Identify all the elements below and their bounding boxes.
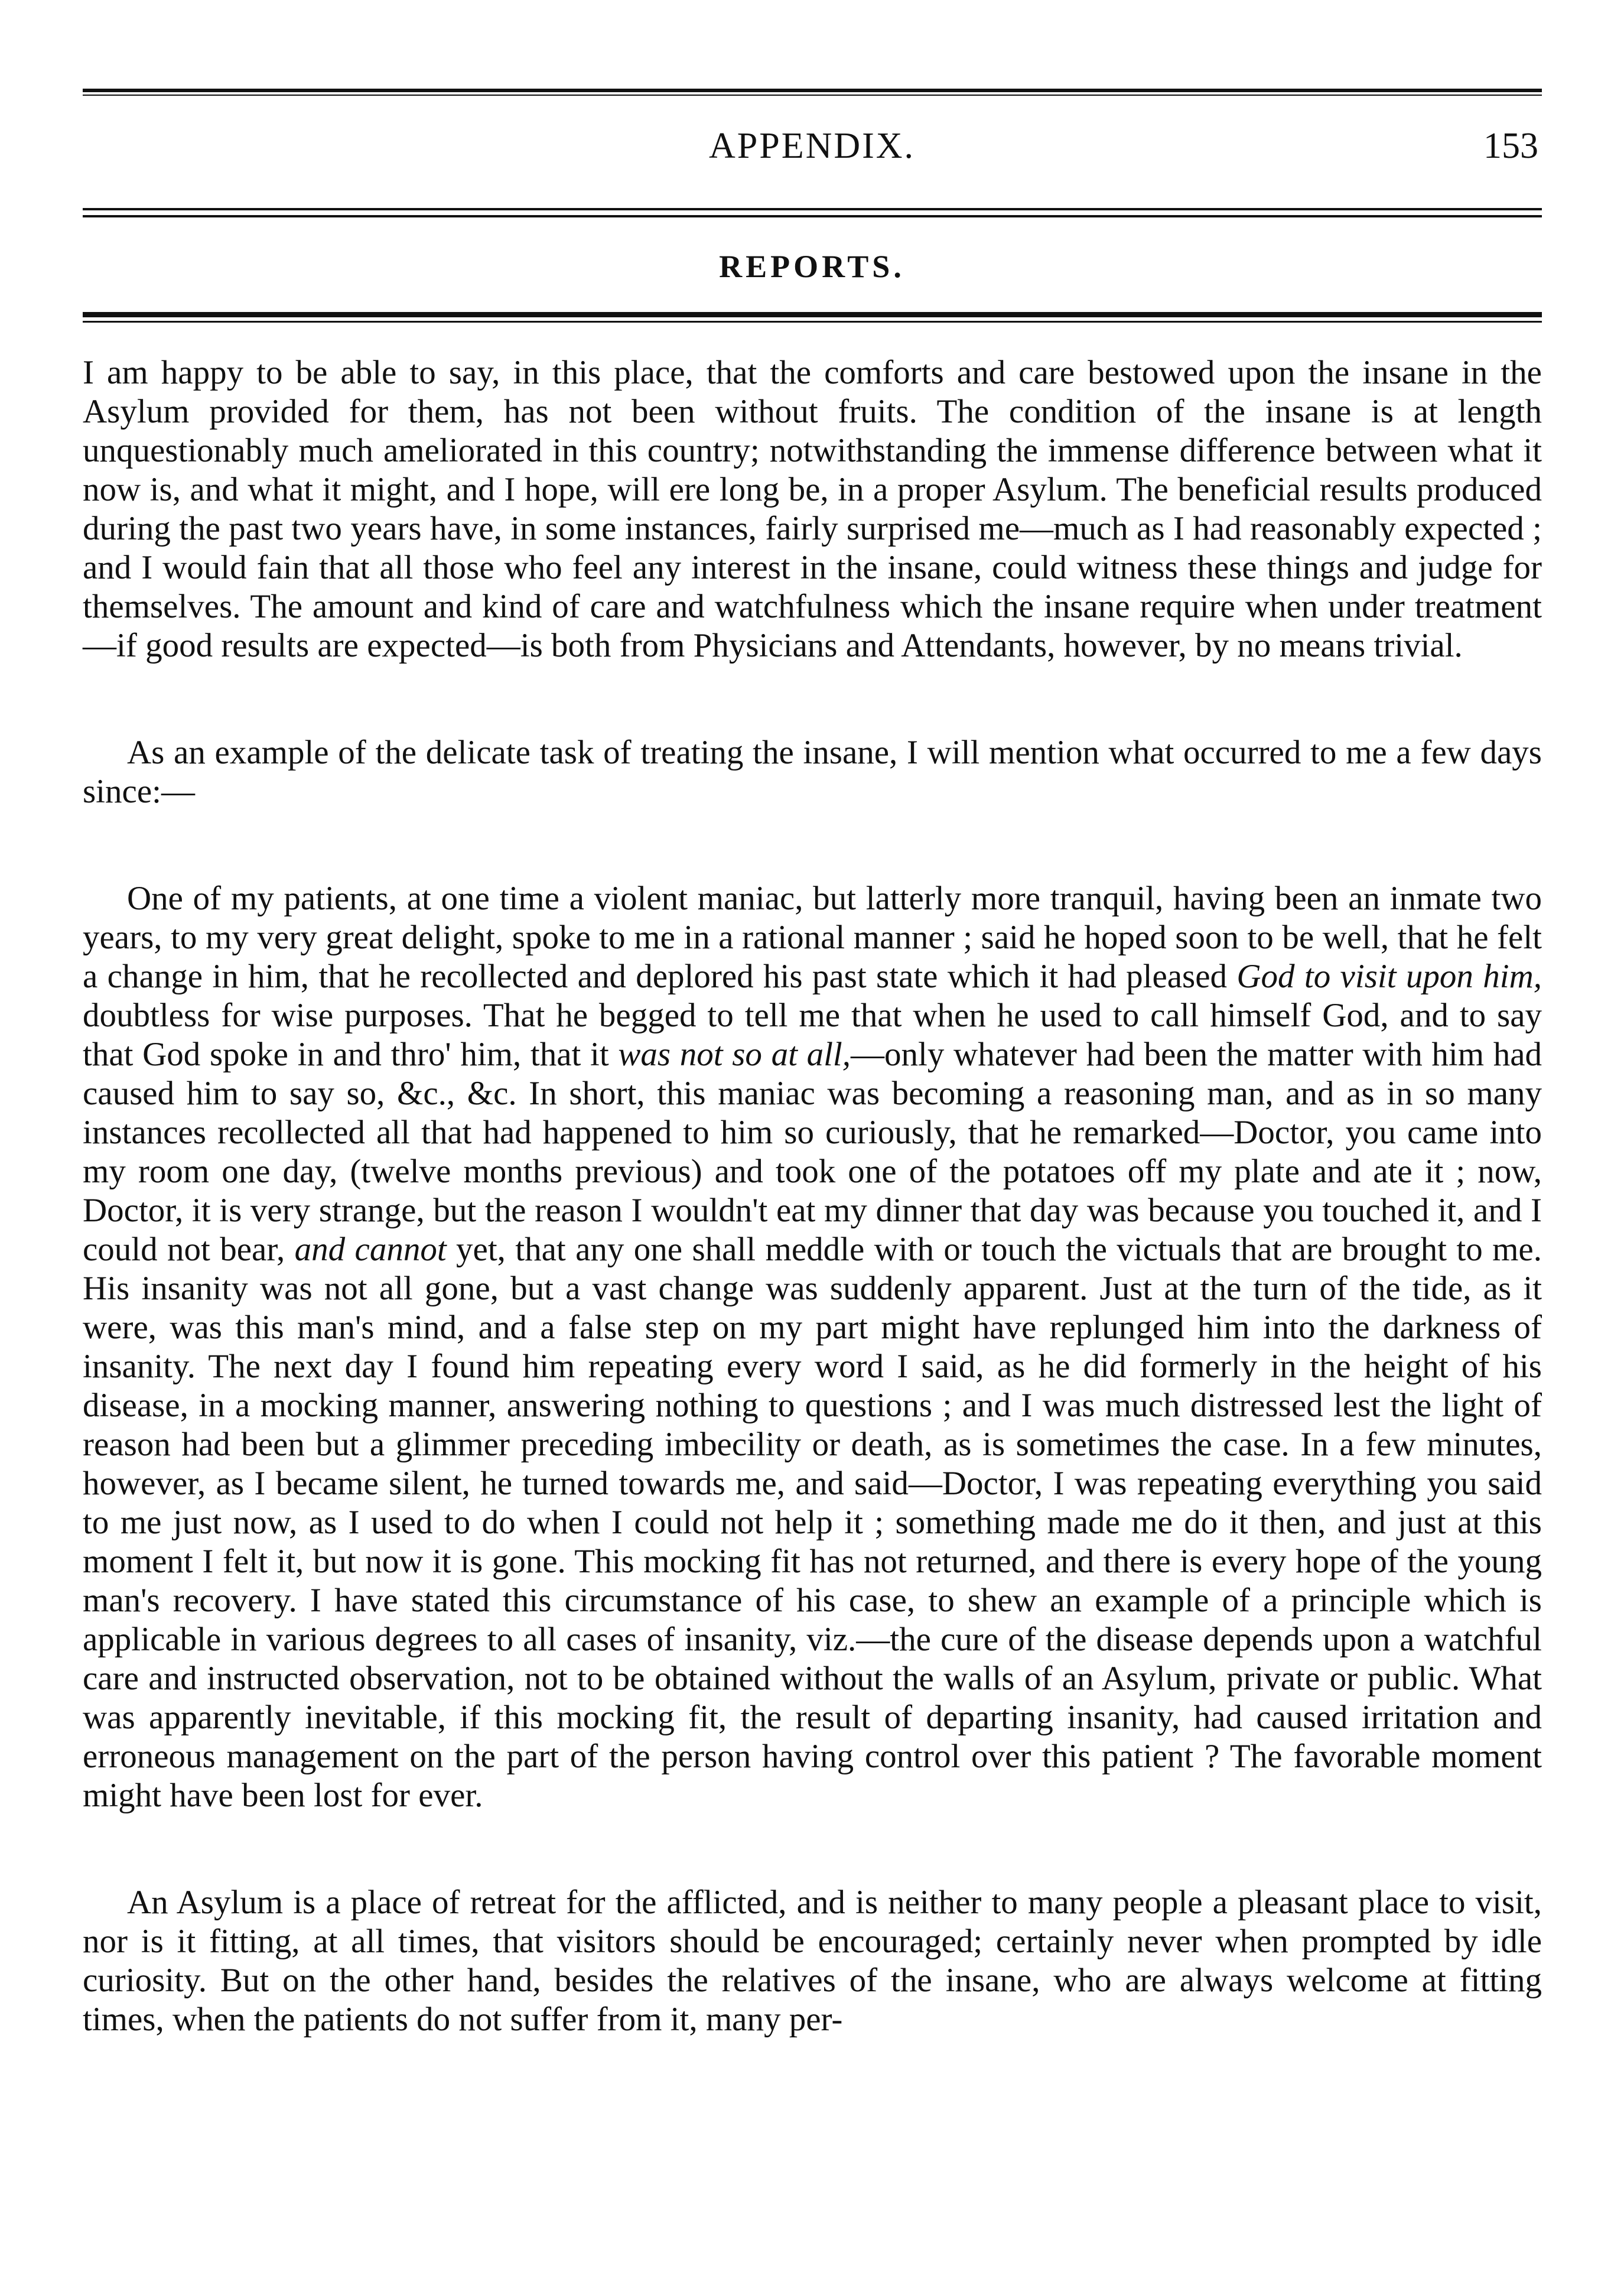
paragraph-gap (83, 1815, 1542, 1883)
section-rule-thick (83, 312, 1542, 317)
paragraph-3-text-a: One of my patients, at one time a violent maniac, but latterly more tranquil, having been an inmate two years, to my very great delight, spoke to me in a rational manner ; said he hoped soon to be well, that he felt a change in him, that he recollected and deplored his past state which it had pleased (83, 880, 1542, 995)
page-number: 153 (1483, 126, 1538, 166)
paragraph-1: I am happy to be able to say, in this place, that the comforts and care bestowed upon the insane in the Asylum provided for them, has not been without fruits. The condition of the insane is at length unquestionably much ameliorated in this country; notwithstanding the immense difference between what it now is, and what it might, and I hope, will ere long be, in a proper Asylum. The beneficial results produced during the past two years have, in some instances, fairly surprised me—much as I had reasonably expected ; and I would fain that all those who feel any interest in the insane, could witness these things and judge for themselves. The amount and kind of care and watchfulness which the insane require when under treatment—if good results are expected—is both from Physicians and Attendants, however, by no means trivial. (83, 354, 1542, 664)
paragraph-3-italic-3: and cannot (294, 1231, 447, 1268)
header-double-rule-bottom (83, 215, 1542, 217)
paragraph-2: As an example of the delicate task of treating the insane, I will mention what occurred to me a few days since:— (83, 734, 1542, 810)
paragraph-3 (83, 879, 1542, 1815)
body-text (83, 353, 1542, 2039)
paragraph-3-italic-2: was not so at all, (618, 1036, 851, 1073)
paragraph-gap (83, 665, 1542, 733)
paragraph-4: An Asylum is a place of retreat for the afflicted, and is neither to many people a pleasant place to visit, nor is it fitting, at all times, that visitors should be encouraged; certainly never when prompted by idle curiosity. But on the other hand, besides the relatives of the insane, who are always welcome at fitting times, when the patients do not suffer from it, many per- (83, 1884, 1542, 2038)
paragraph-3-text-d: yet, that any one shall meddle with or touch the victuals that are brought to me. His insanity was not all gone, but a vast change was suddenly apparent. Just at the turn of the tide, as it were, was this man's mind, and a false step on my part might have replunged him into the darkness of insanity. The next day I found him repeating every word I said, as he did formerly in the height of his disease, in a mocking manner, answering nothing to questions ; and I was much distressed lest the light of reason had been but a glimmer preceding imbecility or death, as is sometimes the case. In a few minutes, however, as I became silent, he turned towards me, and said—Doctor, I was repeating everything you said to me just now, as I used to do when I could not help it ; something made me do it then, and just at this moment I felt it, but now it is gone. This mocking fit has not returned, and there is every hope of the young man's recovery. I have stated this circumstance of his case, to shew an example of a principle which is applicable in various degrees to all cases of insanity, viz.—the cure of the disease depends upon a watchful care and instructed observation, not to be obtained without the walls of an Asylum, private or public. What was apparently inevitable, if this mocking fit, the result of departing insanity, had caused irritation and erroneous management on the part of the person having control over this patient ? The favorable moment might have been lost for ever. (83, 1231, 1542, 1814)
header-double-rule-top (83, 208, 1542, 210)
running-title: APPENDIX. (708, 126, 916, 166)
top-border-rule-thin (83, 95, 1542, 96)
section-rule-thin (83, 321, 1542, 323)
paragraph-gap (83, 811, 1542, 879)
section-title: REPORTS. (719, 249, 905, 284)
paragraph-3-text-b: doubtless for wise purposes. That he begged to tell me that when he used to call himself God, and to say that God spoke in and thro' him, that it (83, 997, 1542, 1073)
top-border-rule (83, 89, 1542, 92)
paragraph-3-italic-1: God to visit upon him, (1236, 958, 1542, 995)
paragraph-3-text-c: —only whatever had been the matter with him had caused him to say so, &c., &c. In short, this maniac was becoming a reasoning man, and as in so many instances recollected all that had happened to him so curiously, that he remarked—Doctor, you came into my room one day, (twelve months previous) and took one of the potatoes off my plate and ate it ; now, Doctor, it is very strange, but the reason I wouldn't eat my dinner that day was because you touched it, and I could not bear, (83, 1036, 1542, 1268)
